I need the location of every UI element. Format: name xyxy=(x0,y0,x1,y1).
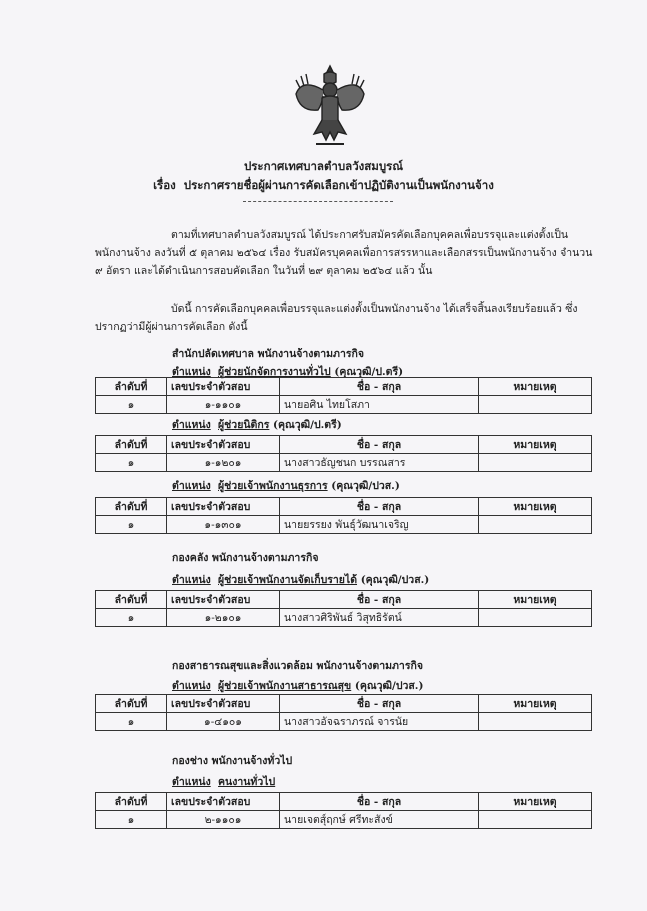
cell-remark xyxy=(479,396,592,414)
intro-paragraph: ตามที่เทศบาลตำบลวังสมบูรณ์ ได้ประกาศรับสมัครคัดเลือกบุคคลเพื่อบรรจุและแต่งตั้งเป็นพนักงานจ้าง ลงวันที่ ๕ ตุลาคม ๒๕๖๔ เรื่อง รับสมัครบุคคลเพื่อการสรรหาและเลือกสรรเป็นพนักงานจ้าง จำนวน ๙ อัตรา และได้ดำเนินการสอบคัดเลือก ในวันที่ ๒๙ ตุลาคม ๒๕๖๔ แล้ว นั้น xyxy=(95,229,593,277)
header-name: ชื่อ - สกุล xyxy=(280,436,479,454)
position-line xyxy=(172,416,342,433)
cell-name: นางสาวธัญชนก บรรณสาร xyxy=(280,454,479,472)
position-label: ตำแหน่ง xyxy=(172,480,211,492)
cell-remark xyxy=(479,454,592,472)
header-remark: หมายเหตุ xyxy=(479,436,592,454)
header-name: ชื่อ - สกุล xyxy=(280,498,479,516)
table-header-row xyxy=(96,591,592,609)
cell-exam-id: ๑-๒๑๐๑ xyxy=(167,609,280,627)
position-label: ตำแหน่ง xyxy=(172,419,211,431)
cell-exam-id: ๒-๑๑๐๑ xyxy=(167,811,280,829)
garuda-emblem-icon xyxy=(292,60,368,150)
section-title: กองคลัง พนักงานจ้างตามภารกิจ xyxy=(172,552,319,564)
header-name: ชื่อ - สกุล xyxy=(280,591,479,609)
position-label: ตำแหน่ง xyxy=(172,776,211,788)
position-qualification: (คุณวุฒิ/ปวส.) xyxy=(360,574,430,586)
header-order: ลำดับที่ xyxy=(96,436,167,454)
table-row xyxy=(96,454,592,472)
header-order: ลำดับที่ xyxy=(96,793,167,811)
result-paragraph: บัดนี้ การคัดเลือกบุคคลเพื่อบรรจุและแต่งตั้งเป็นพนักงานจ้าง ได้เสร็จสิ้นลงเรียบร้อยแล้ว ซึ่งปรากฏว่ามีผู้ผ่านการคัดเลือก ดังนี้ xyxy=(95,303,578,333)
position-name: ผู้ช่วยเจ้าพนักงานสาธารณสุข xyxy=(218,680,352,692)
table-row xyxy=(96,609,592,627)
position-name: ผู้ช่วยนักจัดการงานทั่วไป xyxy=(218,366,331,378)
table-row xyxy=(96,396,592,414)
candidate-table xyxy=(95,792,592,829)
header-exam-id: เลขประจำตัวสอบ xyxy=(167,591,280,609)
subject-text: ประกาศรายชื่อผู้ผ่านการคัดเลือกเข้าปฏิบัติงานเป็นพนักงานจ้าง xyxy=(183,178,494,192)
header-remark: หมายเหตุ xyxy=(479,591,592,609)
section-title: กองช่าง พนักงานจ้างทั่วไป xyxy=(172,755,293,767)
cell-exam-id: ๑-๑๓๐๑ xyxy=(167,516,280,534)
header-exam-id: เลขประจำตัวสอบ xyxy=(167,793,280,811)
candidate-table xyxy=(95,694,592,731)
cell-order: ๑ xyxy=(96,516,167,534)
position-name: ผู้ช่วยนิติกร xyxy=(218,419,270,431)
candidate-table xyxy=(95,497,592,534)
table-header-row xyxy=(96,793,592,811)
table-header-row xyxy=(96,378,592,396)
position-name: ผู้ช่วยเจ้าพนักงานธุรการ xyxy=(218,480,328,492)
header-exam-id: เลขประจำตัวสอบ xyxy=(167,378,280,396)
cell-name: นายอศิน ไทยโสภา xyxy=(280,396,479,414)
header-name: ชื่อ - สกุล xyxy=(280,378,479,396)
header-remark: หมายเหตุ xyxy=(479,498,592,516)
cell-name: นายยรรยง พันธุ์วัฒนาเจริญ xyxy=(280,516,479,534)
cell-remark xyxy=(479,516,592,534)
position-name: คนงานทั่วไป xyxy=(218,776,276,788)
header-order: ลำดับที่ xyxy=(96,591,167,609)
position-qualification: (คุณวุฒิ/ป.ตรี) xyxy=(273,419,342,431)
header-order: ลำดับที่ xyxy=(96,695,167,713)
table-header-row xyxy=(96,695,592,713)
position-qualification: (คุณวุฒิ/ปวส.) xyxy=(354,680,424,692)
header-name: ชื่อ - สกุล xyxy=(280,793,479,811)
table-header-row xyxy=(96,436,592,454)
section-title: สำนักปลัดเทศบาล พนักงานจ้างตามภารกิจ xyxy=(172,348,365,360)
cell-exam-id: ๑-๔๑๐๑ xyxy=(167,713,280,731)
candidate-table xyxy=(95,377,592,414)
cell-order: ๑ xyxy=(96,811,167,829)
table-row xyxy=(96,713,592,731)
title-divider xyxy=(243,201,393,202)
table-row xyxy=(96,811,592,829)
candidate-table xyxy=(95,435,592,472)
cell-order: ๑ xyxy=(96,713,167,731)
position-name: ผู้ช่วยเจ้าพนักงานจัดเก็บรายได้ xyxy=(218,574,358,586)
header-order: ลำดับที่ xyxy=(96,378,167,396)
header-exam-id: เลขประจำตัวสอบ xyxy=(167,436,280,454)
cell-exam-id: ๑-๑๒๐๑ xyxy=(167,454,280,472)
announcement-subject xyxy=(0,177,647,195)
header-exam-id: เลขประจำตัวสอบ xyxy=(167,695,280,713)
subject-prefix: เรื่อง xyxy=(153,178,176,192)
table-row xyxy=(96,516,592,534)
announcement-title: ประกาศเทศบาลตำบลวังสมบูรณ์ xyxy=(243,159,404,173)
cell-name: นายเจตสุ์ฤกษ์ ศรีทะสังข์ xyxy=(280,811,479,829)
position-label: ตำแหน่ง xyxy=(172,366,211,378)
cell-remark xyxy=(479,713,592,731)
header-remark: หมายเหตุ xyxy=(479,378,592,396)
position-line xyxy=(172,477,400,494)
cell-exam-id: ๑-๑๑๐๑ xyxy=(167,396,280,414)
position-qualification: (คุณวุฒิ/ปวส.) xyxy=(331,480,400,492)
position-label: ตำแหน่ง xyxy=(172,680,211,692)
position-label: ตำแหน่ง xyxy=(172,574,211,586)
header-name: ชื่อ - สกุล xyxy=(280,695,479,713)
position-line xyxy=(172,773,275,790)
cell-order: ๑ xyxy=(96,396,167,414)
position-line xyxy=(172,677,423,694)
header-order: ลำดับที่ xyxy=(96,498,167,516)
cell-remark xyxy=(479,609,592,627)
cell-remark xyxy=(479,811,592,829)
position-qualification: (คุณวุฒิ/ป.ตรี) xyxy=(334,366,404,378)
section-title: กองสาธารณสุขและสิ่งแวดล้อม พนักงานจ้างตามภารกิจ xyxy=(172,660,423,672)
cell-name: นางสาวศิริพันธ์ วิสุทธิรัตน์ xyxy=(280,609,479,627)
cell-order: ๑ xyxy=(96,609,167,627)
header-remark: หมายเหตุ xyxy=(479,695,592,713)
candidate-table xyxy=(95,590,592,627)
header-remark: หมายเหตุ xyxy=(479,793,592,811)
cell-order: ๑ xyxy=(96,454,167,472)
header-exam-id: เลขประจำตัวสอบ xyxy=(167,498,280,516)
cell-name: นางสาวอัจฉราภรณ์ จารนัย xyxy=(280,713,479,731)
position-line xyxy=(172,571,429,588)
table-header-row xyxy=(96,498,592,516)
